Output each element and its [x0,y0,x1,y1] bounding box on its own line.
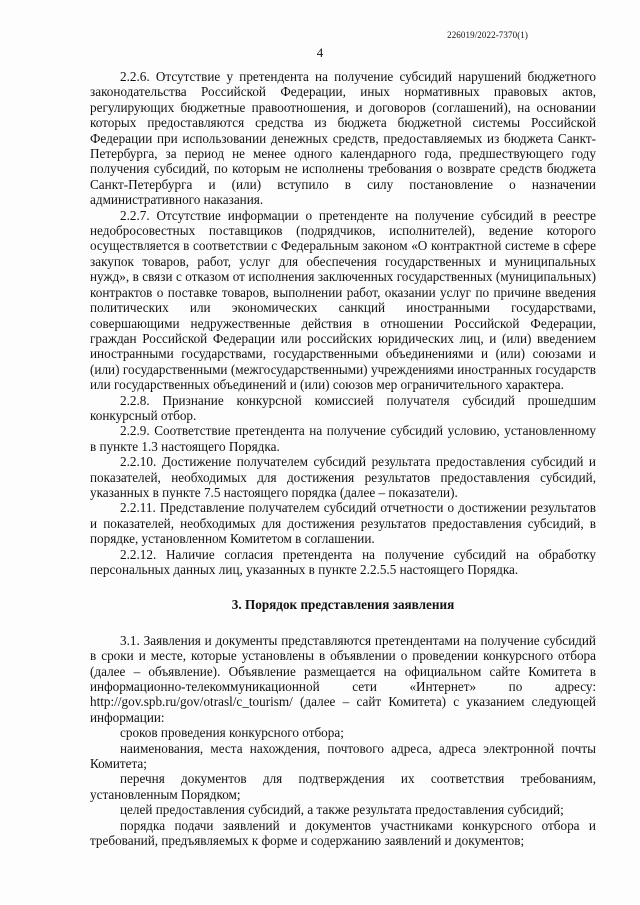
list-item-submission-procedure: порядка подачи заявлений и документов участниками конкурсного отбора и требований, предъявляемых к форме и содержанию заявлений и документов; [90,817,596,849]
list-item-deadlines: сроков проведения конкурсного отбора; [120,725,344,741]
paragraph-2-2-10: 2.2.10. Достижение получателем субсидий результата предоставления субсидий и показателей, необходимых для достижения результатов предоставления субсидий, указанных в пункте 7.5 настоящего порядка (далее – показатели). [90,454,596,500]
paragraph-2-2-12: 2.2.12. Наличие согласия претендента на получение субсидий на обработку персональных данных лиц, указанных в пункте 2.2.5.5 настоящего Порядка. [90,546,596,577]
paragraph-3-1: 3.1. Заявления и документы представляются претендентами на получение субсидий в сроки и месте, которые установлены в объявлении о проведении конкурсного отбора (далее – объявление). Объявление размещается на официальном сайте Комитета в информационно-телекоммуникационной сети «Интернет» по адресу: http://gov.spb.ru/gov/otrasl/c_tourism/ (далее – сайт Комитета) с указанием следующей информации: [90,632,596,725]
paragraph-2-2-9: 2.2.9. Соответствие претендента на получение субсидий условию, установленному в пункте 1.3 настоящего Порядка. [90,423,596,454]
paragraph-2-2-6: 2.2.6. Отсутствие у претендента на получение субсидий нарушений бюджетного законодательства Российской Федерации, иных нормативных правовых актов, регулирующих бюджетные правоотношения, и договоров (соглашений), на основании которых предоставляются средства из бюджета бюджетной системы Российской Федерации при использовании денежных средств, предоставляемых из бюджета Санкт-Петербурга, за период не менее одного календарного года, предшествующего году получения субсидий, по которым не исполнены требования о возврате средств бюджета Санкт-Петербурга и (или) вступило в силу постановление о назначении административного наказания. [90,69,596,208]
list-item-committee-address: наименования, места нахождения, почтового адреса, адреса электронной почты Комитета; [90,740,596,772]
paragraph-2-2-7: 2.2.7. Отсутствие информации о претенденте на получение субсидий в реестре недобросовестных поставщиков (подрядчиков, исполнителей), ведение которого осуществляется в соответствии с Федеральным законом «О контрактной системе в сфере закупок товаров, работ, услуг для обеспечения государственных и муниципальных нужд», в связи с отказом от исполнения заключенных государственных (муниципальных) контрактов о поставке товаров, выполнении работ, оказании услуг по причине введения политических или экономических санкций иностранными государствами, совершающими недружественные действия в отношении Российской Федерации, граждан Российской Федерации или российских юридических лиц, и (или) введением иностранными государствами, государственными объединениями и (или) союзами и (или) государственными (межгосударственными) учреждениями иностранных государств или государственных объединений и (или) союзов мер ограничительного характера. [90,207,596,393]
document-number: 226019/2022-7370(1) [447,30,528,40]
list-item-documents: перечня документов для подтверждения их соответствия требованиям, установленным Порядком; [90,771,596,802]
page-number: 4 [316,45,324,60]
document-body [90,69,596,849]
paragraph-2-2-11: 2.2.11. Представление получателем субсидий отчетности о достижении результатов и показателей, необходимых для достижения результатов предоставления субсидий, в порядке, установленном Комитетом в соглашении. [90,500,596,547]
section-title: 3. Порядок представления заявления [231,597,455,613]
paragraph-2-2-8: 2.2.8. Признание конкурсной комиссией получателя субсидий прошедшим конкурсный отбор. [90,392,596,423]
list-item-goals: целей предоставления субсидий, а также результата предоставления субсидий; [120,802,564,818]
